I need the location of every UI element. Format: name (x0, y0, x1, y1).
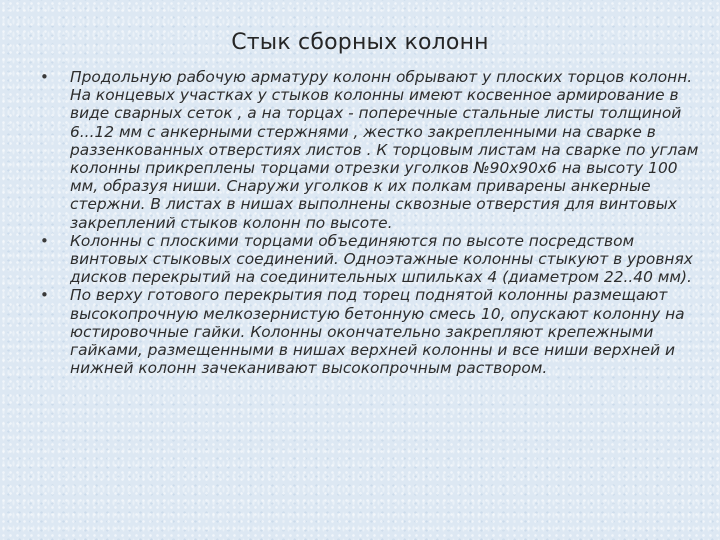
bullet-text-3: По верху готового перекрытия под торец поднятой колонны размещают высокопрочную мелкозернистую бетонную смесь 10, опускают колонну на юстировочные гайки. Колонны окончательно закрепляют крепежными гайками, размещенными в нишах верхней колонны и все ниши верхней и нижней колонн зачеканивают высокопрочным раствором. (70, 286, 685, 378)
bullet-item-1 (40, 68, 700, 232)
bullet-item-2 (40, 232, 700, 287)
slide-title: Стык сборных колонн (231, 30, 489, 55)
bullet-text-1: Продольную рабочую арматуру колонн обрывают у плоских торцов колонн. На концевых участках у стыков колонны имеют косвенное армирование в виде сварных сеток , а на торцах - поперечные стальные листы толщиной 6...12 мм с анкерными стержнями , жестко закрепленными на сварке в раззенкованных отверстиях листов . К торцовым листам на сварке по углам колонны прикреплены торцами отрезки уголков №90х90х6 на высоту 100 мм, образуя ниши. Снаружи уголков к их полкам приварены анкерные стержни. В листах в нишах выполнены сквозные отверстия для винтовых закреплений стыков колонн по высоте. (70, 68, 699, 232)
bullet-list (40, 68, 700, 377)
bullet-marker: • (40, 286, 49, 305)
bullet-item-3 (40, 286, 700, 377)
bullet-marker: • (40, 68, 49, 86)
bullet-text-2: Колонны с плоскими торцами объединяются по высоте посредством винтовых стыковых соединений. Одноэтажные колонны стыкуют в уровнях дисков перекрытий на соединительных шпильках 4 (диаметром 22..40 мм). (70, 231, 693, 287)
bullet-marker: • (40, 231, 49, 250)
